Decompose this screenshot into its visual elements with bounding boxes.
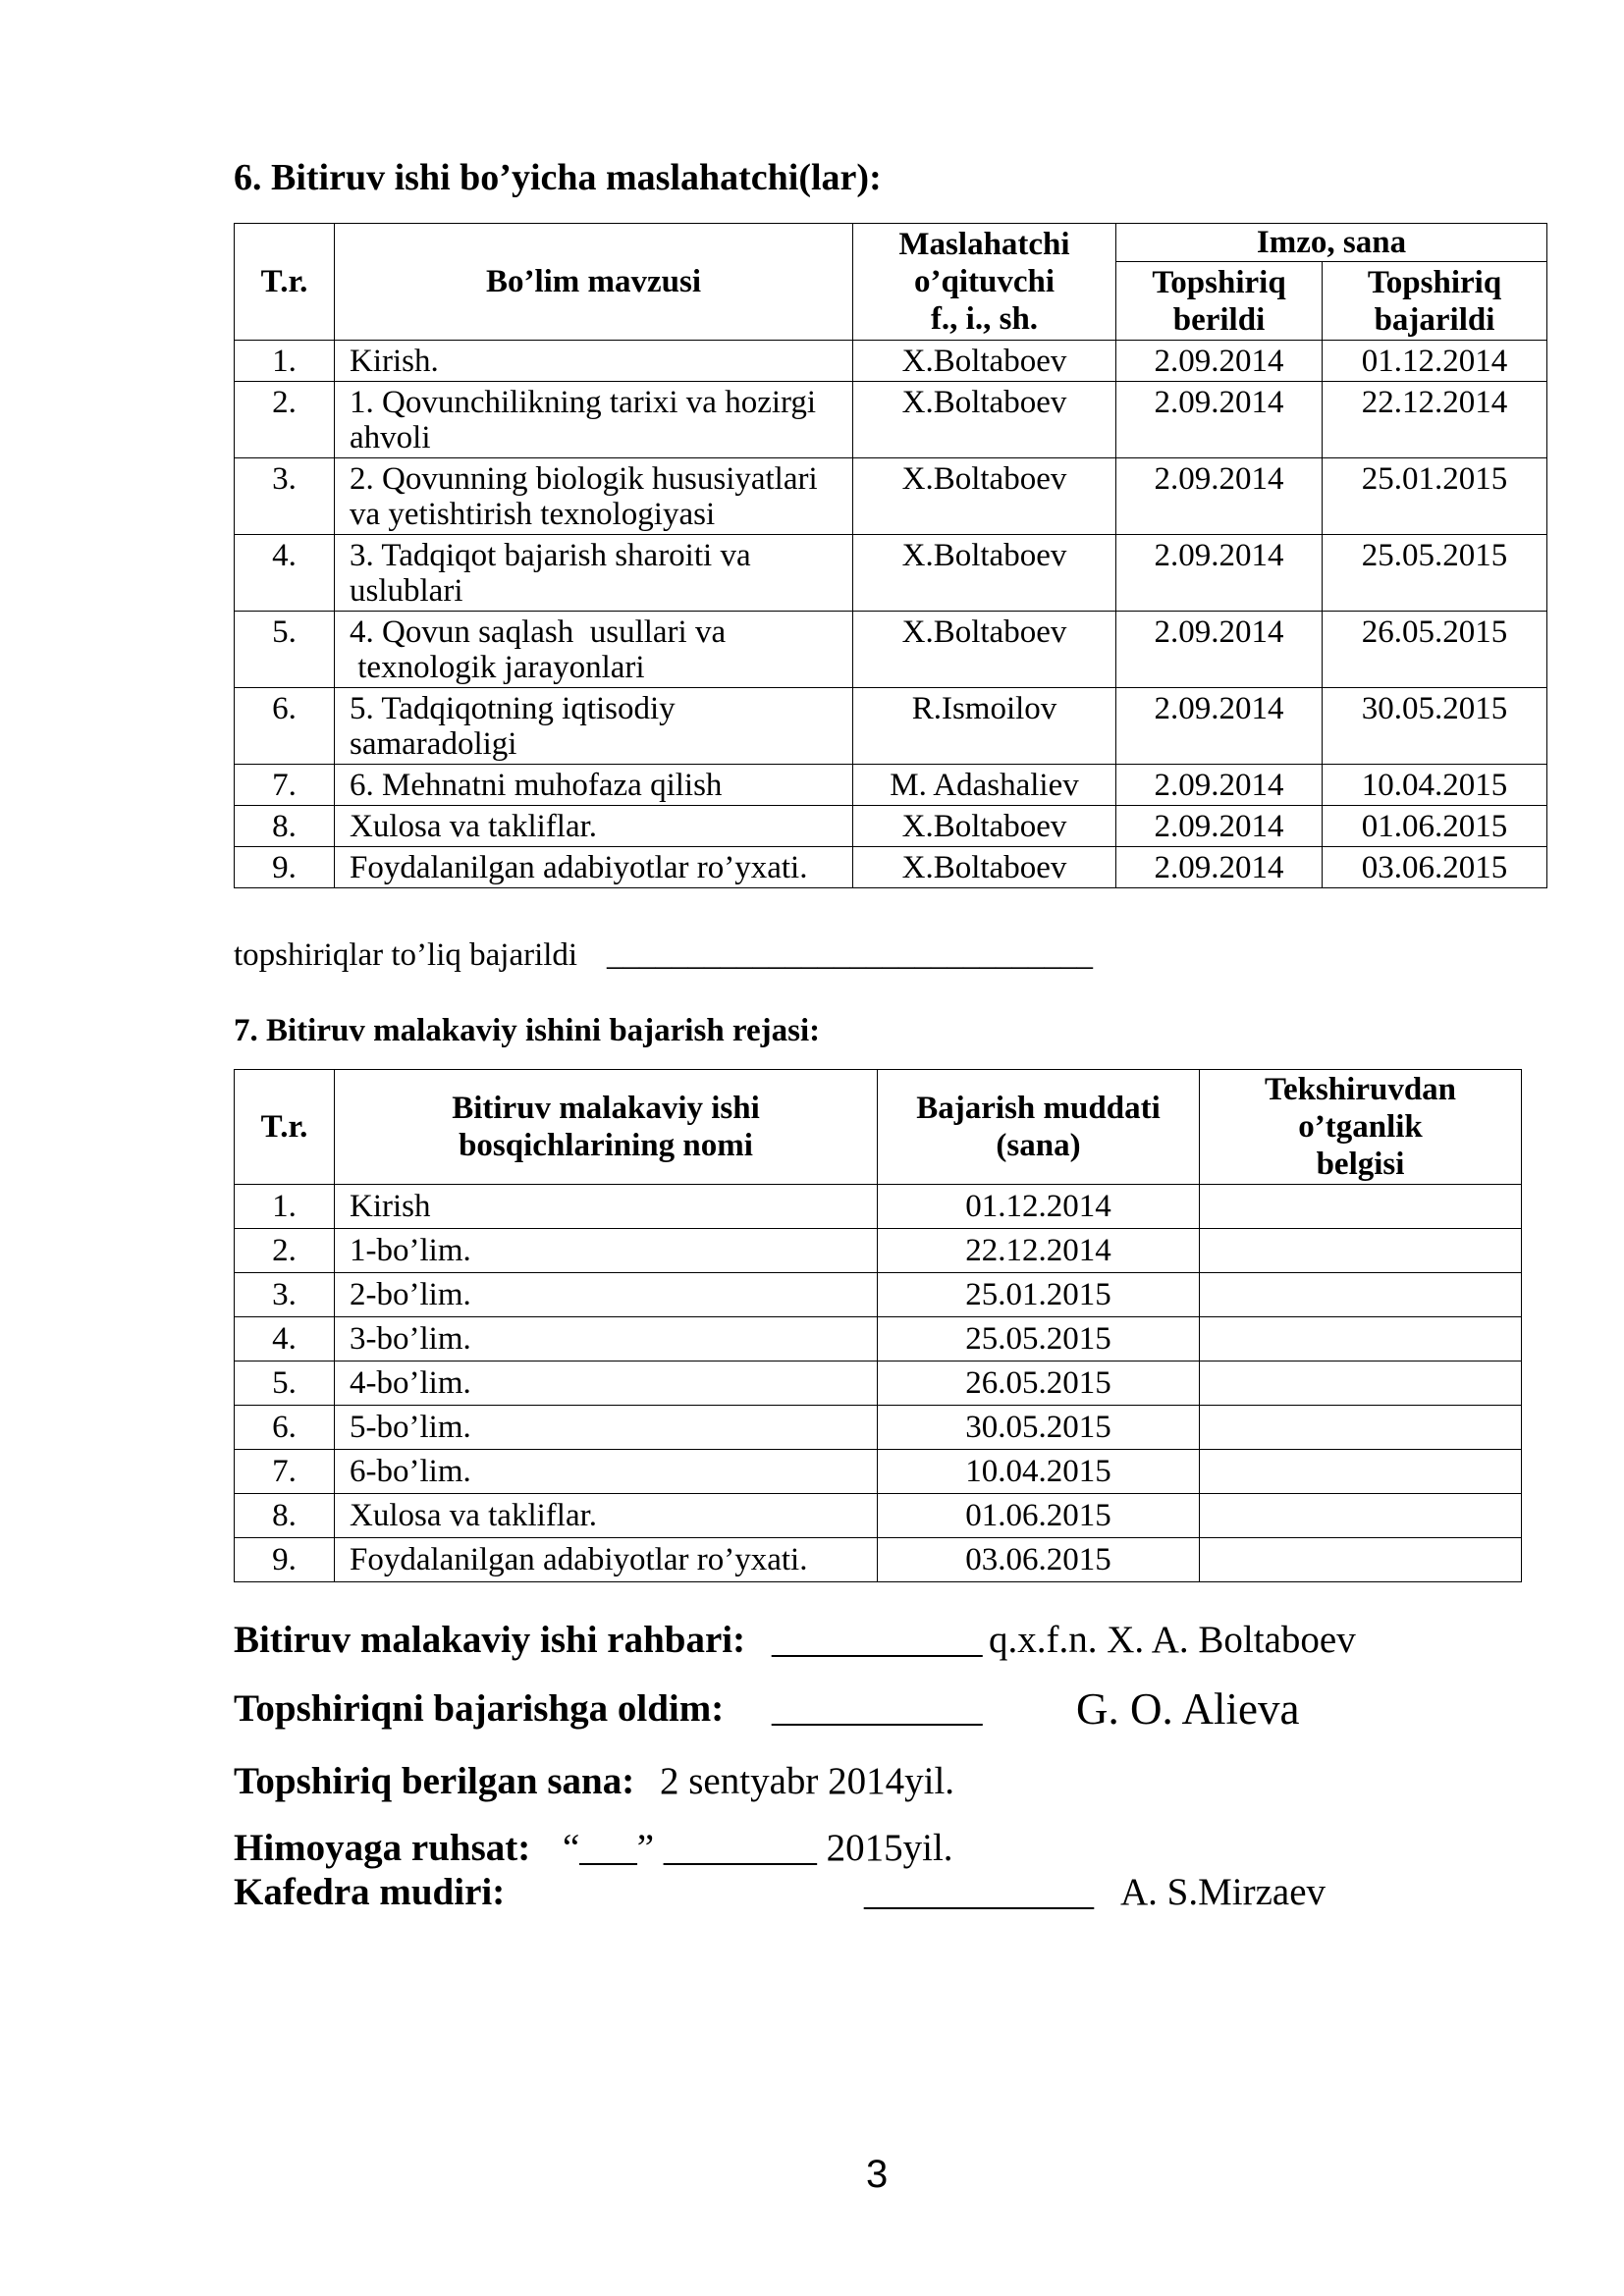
- row-advisor: X.Boltaboev: [853, 458, 1116, 535]
- row-assigned-date: 2.09.2014: [1116, 688, 1323, 765]
- table-header-row: [235, 1070, 1522, 1185]
- row-deadline: 25.01.2015: [878, 1273, 1200, 1317]
- row-number: 3.: [235, 1273, 335, 1317]
- table-row: [235, 1494, 1522, 1538]
- row-stage: 1-bo’lim.: [335, 1229, 878, 1273]
- supervisor-label: Bitiruv malakaviy ishi rahbari:: [234, 1619, 746, 1661]
- row-number: 6.: [235, 1406, 335, 1450]
- row-advisor: X.Boltaboev: [853, 806, 1116, 847]
- row-deadline: 26.05.2015: [878, 1362, 1200, 1406]
- table-row: [235, 688, 1547, 765]
- department-head-signature-line: ____________: [864, 1871, 1094, 1913]
- table-row: [235, 1229, 1522, 1273]
- row-stage: 3-bo’lim.: [335, 1317, 878, 1362]
- row-assigned-date: 2.09.2014: [1116, 806, 1323, 847]
- row-number: 9.: [235, 1538, 335, 1582]
- row-stage: 5-bo’lim.: [335, 1406, 878, 1450]
- row-topic: Foydalanilgan adabiyotlar ro’yxati.: [335, 847, 853, 888]
- row-number: 4.: [235, 1317, 335, 1362]
- row-deadline: 03.06.2015: [878, 1538, 1200, 1582]
- row-completed-date: 26.05.2015: [1323, 612, 1547, 688]
- row-completed-date: 25.01.2015: [1323, 458, 1547, 535]
- defense-permission-label: Himoyaga ruhsat:: [234, 1827, 531, 1869]
- student-signature-line: ___________: [772, 1687, 983, 1730]
- row-stage: Kirish: [335, 1185, 878, 1229]
- row-deadline: 25.05.2015: [878, 1317, 1200, 1362]
- row-topic: 2. Qovunning biologik hususiyatlari va yetishtirish texnologiyasi: [335, 458, 853, 535]
- row-assigned-date: 2.09.2014: [1116, 382, 1323, 458]
- header-completed: Topshiriq bajarildi: [1323, 262, 1547, 341]
- section7-heading: 7. Bitiruv malakaviy ishini bajarish rejasi:: [234, 1013, 821, 1048]
- completion-text: topshiriqlar to’liq bajarildi: [234, 937, 578, 973]
- table-row: [235, 382, 1547, 458]
- table-row: [235, 612, 1547, 688]
- advisors-table-body: [235, 341, 1547, 888]
- completion-blank-line: ______________________________: [607, 937, 1093, 973]
- section6-heading: 6. Bitiruv ishi bo’yicha maslahatchi(lar):: [234, 157, 882, 198]
- row-advisor: X.Boltaboev: [853, 612, 1116, 688]
- table-row: [235, 1362, 1522, 1406]
- row-deadline: 22.12.2014: [878, 1229, 1200, 1273]
- table-row: [235, 765, 1547, 806]
- header-topic: Bo’lim mavzusi: [335, 224, 853, 341]
- row-number: 5.: [235, 1362, 335, 1406]
- row-deadline: 30.05.2015: [878, 1406, 1200, 1450]
- row-check-mark: [1200, 1317, 1522, 1362]
- row-number: 4.: [235, 535, 335, 612]
- row-stage: Foydalanilgan adabiyotlar ro’yxati.: [335, 1538, 878, 1582]
- issue-date-value: 2 sentyabr 2014yil.: [660, 1760, 955, 1802]
- row-number: 1.: [235, 341, 335, 382]
- row-completed-date: 30.05.2015: [1323, 688, 1547, 765]
- table-row: [235, 341, 1547, 382]
- row-topic: 4. Qovun saqlash usullari va texnologik jarayonlari: [335, 612, 853, 688]
- table-row: [235, 1273, 1522, 1317]
- header-signature-date: Imzo, sana: [1116, 224, 1547, 262]
- plan-table-body: [235, 1185, 1522, 1582]
- row-deadline: 01.12.2014: [878, 1185, 1200, 1229]
- row-number: 7.: [235, 1450, 335, 1494]
- row-assigned-date: 2.09.2014: [1116, 612, 1323, 688]
- row-topic: 6. Mehnatni muhofaza qilish: [335, 765, 853, 806]
- header-number: T.r.: [235, 1070, 335, 1185]
- header-check: Tekshiruvdan o’tganlik belgisi: [1200, 1070, 1522, 1185]
- row-check-mark: [1200, 1362, 1522, 1406]
- plan-table: [234, 1069, 1522, 1582]
- row-number: 2.: [235, 382, 335, 458]
- row-completed-date: 01.06.2015: [1323, 806, 1547, 847]
- row-number: 2.: [235, 1229, 335, 1273]
- table-row: [235, 806, 1547, 847]
- row-completed-date: 03.06.2015: [1323, 847, 1547, 888]
- row-number: 5.: [235, 612, 335, 688]
- row-check-mark: [1200, 1494, 1522, 1538]
- row-assigned-date: 2.09.2014: [1116, 341, 1323, 382]
- table-row: [235, 458, 1547, 535]
- table-row: [235, 535, 1547, 612]
- table-header-row: [235, 224, 1547, 262]
- row-check-mark: [1200, 1538, 1522, 1582]
- supervisor-signature-line: ___________: [772, 1619, 983, 1661]
- header-stage: Bitiruv malakaviy ishi bosqichlarining nomi: [335, 1070, 878, 1185]
- table-row: [235, 1406, 1522, 1450]
- header-advisor: Maslahatchi o’qituvchi f., i., sh.: [853, 224, 1116, 341]
- row-assigned-date: 2.09.2014: [1116, 847, 1323, 888]
- row-deadline: 01.06.2015: [878, 1494, 1200, 1538]
- row-completed-date: 10.04.2015: [1323, 765, 1547, 806]
- row-advisor: X.Boltaboev: [853, 382, 1116, 458]
- department-head-name: A. S.Mirzaev: [1120, 1871, 1326, 1913]
- row-stage: 6-bo’lim.: [335, 1450, 878, 1494]
- row-topic: Xulosa va takliflar.: [335, 806, 853, 847]
- header-number: T.r.: [235, 224, 335, 341]
- row-advisor: X.Boltaboev: [853, 847, 1116, 888]
- header-deadline: Bajarish muddati (sana): [878, 1070, 1200, 1185]
- row-stage: Xulosa va takliflar.: [335, 1494, 878, 1538]
- row-number: 9.: [235, 847, 335, 888]
- row-check-mark: [1200, 1406, 1522, 1450]
- row-number: 7.: [235, 765, 335, 806]
- row-advisor: X.Boltaboev: [853, 535, 1116, 612]
- row-topic: 5. Tadqiqotning iqtisodiy samaradoligi: [335, 688, 853, 765]
- row-stage: 2-bo’lim.: [335, 1273, 878, 1317]
- defense-permission-value: “___” ________ 2015yil.: [563, 1827, 953, 1869]
- row-check-mark: [1200, 1185, 1522, 1229]
- row-topic: 1. Qovunchilikning tarixi va hozirgi ahvoli: [335, 382, 853, 458]
- row-check-mark: [1200, 1273, 1522, 1317]
- table-row: [235, 847, 1547, 888]
- table-row: [235, 1185, 1522, 1229]
- row-check-mark: [1200, 1229, 1522, 1273]
- row-topic: Kirish.: [335, 341, 853, 382]
- row-advisor: M. Adashaliev: [853, 765, 1116, 806]
- row-completed-date: 01.12.2014: [1323, 341, 1547, 382]
- row-deadline: 10.04.2015: [878, 1450, 1200, 1494]
- supervisor-name: q.x.f.n. X. A. Boltaboev: [989, 1619, 1356, 1661]
- row-advisor: R.Ismoilov: [853, 688, 1116, 765]
- row-check-mark: [1200, 1450, 1522, 1494]
- table-row: [235, 1317, 1522, 1362]
- row-number: 3.: [235, 458, 335, 535]
- row-topic: 3. Tadqiqot bajarish sharoiti va uslublari: [335, 535, 853, 612]
- page-number: 3: [866, 2153, 889, 2196]
- student-name: G. O. Alieva: [1076, 1684, 1300, 1734]
- row-stage: 4-bo’lim.: [335, 1362, 878, 1406]
- row-number: 8.: [235, 1494, 335, 1538]
- row-number: 1.: [235, 1185, 335, 1229]
- department-head-label: Kafedra mudiri:: [234, 1871, 506, 1913]
- row-number: 8.: [235, 806, 335, 847]
- row-assigned-date: 2.09.2014: [1116, 765, 1323, 806]
- advisors-table: [234, 223, 1547, 888]
- row-assigned-date: 2.09.2014: [1116, 458, 1323, 535]
- student-label: Topshiriqni bajarishga oldim:: [234, 1687, 725, 1730]
- row-completed-date: 25.05.2015: [1323, 535, 1547, 612]
- issue-date-label: Topshiriq berilgan sana:: [234, 1760, 635, 1802]
- header-assigned: Topshiriq berildi: [1116, 262, 1323, 341]
- row-completed-date: 22.12.2014: [1323, 382, 1547, 458]
- table-row: [235, 1450, 1522, 1494]
- table-row: [235, 1538, 1522, 1582]
- row-advisor: X.Boltaboev: [853, 341, 1116, 382]
- row-assigned-date: 2.09.2014: [1116, 535, 1323, 612]
- row-number: 6.: [235, 688, 335, 765]
